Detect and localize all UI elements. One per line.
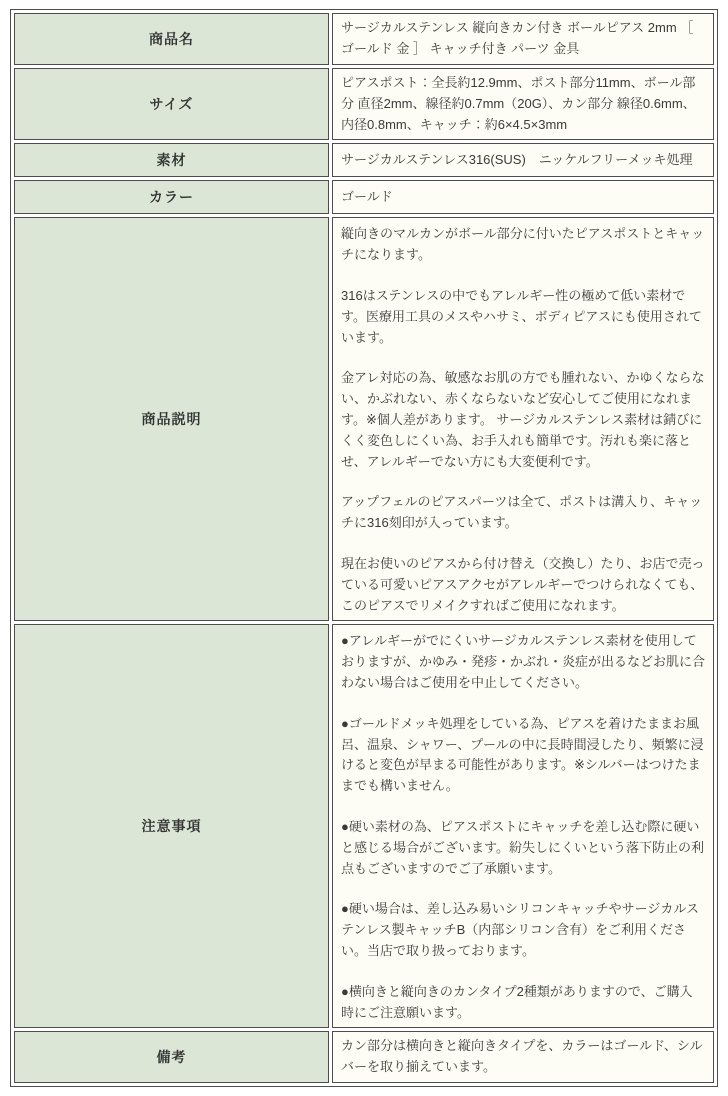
row-label-material: 素材	[14, 143, 329, 177]
row-label-product-name: 商品名	[14, 13, 329, 65]
row-label-color: カラー	[14, 180, 329, 214]
table-row-description	[14, 217, 714, 621]
paragraph: 現在お使いのピアスから付け替え（交換し）たり、お店で売っている可愛いピアスアクセがアレルギーでつけられなくても、このピアスでリメイクすればご使用になれます。	[341, 555, 705, 613]
paragraph: 縦向きのマルカンがボール部分に付いたピアスポストとキャッチになります。	[341, 226, 705, 263]
paragraph: 金アレ対応の為、敏感なお肌の方でも腫れない、かゆくならない、かぶれない、赤くならないなど安心してご使用になれます。※個人差があります。 サージカルステンレス素材は錆びにくく変色しにくい為、お手入れも簡単です。汚れも楽に落とせ、アレルギーでない方にも大変便利です。	[341, 370, 705, 469]
paragraph: アップフェルのピアスパーツは全て、ポストは溝入り、キャッチに316刻印が入っています。	[341, 494, 703, 531]
paragraph: ●硬い場合は、差し込み易いシリコンキャッチやサージカルステンレス製キャッチB（内部シリコン含有）をご利用ください。当店で取り扱っております。	[341, 901, 699, 958]
paragraph: ●アレルギーがでにくいサージカルステンレス素材を使用しておりますが、かゆみ・発疹・かぶれ・炎症が出るなどお肌に合わない場合はご使用を中止してください。	[341, 633, 706, 690]
row-content-notes	[332, 624, 714, 1028]
table-row-remarks	[14, 1031, 714, 1083]
row-content-remarks: カン部分は横向きと縦向きタイプを、カラーはゴールド、シルバーを取り揃えています。	[332, 1031, 714, 1083]
row-content-size: ピアスポスト：全長約12.9mm、ポスト部分11mm、ボール部分 直径2mm、線径約0.7mm（20G）、カン部分 線径0.6mm、内径0.8mm、キャッチ：約6×4.5×3mm	[332, 68, 714, 140]
product-spec-table	[10, 9, 718, 1087]
row-label-notes: 注意事項	[14, 624, 329, 1028]
table-row-notes	[14, 624, 714, 1028]
row-label-remarks: 備考	[14, 1031, 329, 1083]
paragraph: ●硬い素材の為、ピアスポストにキャッチを差し込む際に硬いと感じる場合がございます。紛失しにくいという落下防止の利点もございますのでご了承願います。	[341, 818, 704, 876]
row-content-product-name: サージカルステンレス 縦向きカン付き ボールピアス 2mm ［ ゴールド 金 ］ キャッチ付き パーツ 金具	[332, 13, 714, 65]
table-row-product-name	[14, 13, 714, 65]
table-row-size	[14, 68, 714, 140]
paragraph: 316はステンレスの中でもアレルギー性の極めて低い素材です。医療用工具のメスやハサミ、ボディピアスにも使用されています。	[341, 287, 702, 345]
row-content-color: ゴールド	[332, 180, 714, 214]
row-label-description: 商品説明	[14, 217, 329, 621]
paragraph: ●横向きと縦向きのカンタイプ2種類がありますので、ご購入時にご注意願います。	[341, 983, 693, 1020]
table-row-material	[14, 143, 714, 177]
row-label-size: サイズ	[14, 68, 329, 140]
row-content-material: サージカルステンレス316(SUS) ニッケルフリーメッキ処理	[332, 143, 714, 177]
paragraph: ●ゴールドメッキ処理をしている為、ピアスを着けたままお風呂、温泉、シャワー、プールの中に長時間浸したり、頻繁に浸けると変色が早まる可能性があります。※シルバーはつけたままでも構いません。	[341, 715, 704, 794]
table-row-color	[14, 180, 714, 214]
row-content-description	[332, 217, 714, 621]
